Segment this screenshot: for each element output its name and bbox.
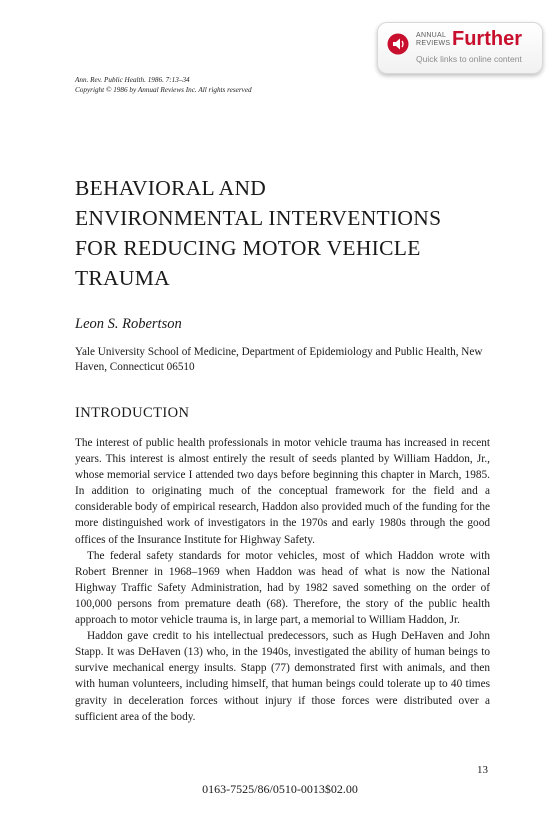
- author-name: Leon S. Robertson: [75, 316, 182, 332]
- article-title: [75, 173, 515, 293]
- copyright-line: Copyright © 1986 by Annual Reviews Inc. All rights reserved: [75, 86, 252, 94]
- paragraph: The interest of public health professionals in motor vehicle trauma has increased in recent years. This interest is almost entirely the result of seeds planted by William Haddon, Jr., whose memorial service I attended two days before beginning this chapter in March, 1985. In addition to originating much of the conceptual framework for the field and a considerable body of empirical research, Haddon also provided much of the funding for the more distinguished work of investigators in the 1970s and early 1980s through the good offices of the Insurance Institute for Highway Safety.: [75, 437, 490, 546]
- title-line-1: BEHAVIORAL AND: [75, 176, 267, 200]
- speaker-icon: [387, 33, 409, 55]
- footer-article-code: 0163-7525/86/0510-0013$02.00: [202, 782, 358, 796]
- section-heading: INTRODUCTION: [75, 405, 190, 421]
- article-body: [75, 435, 490, 725]
- banner-quick-links-text[interactable]: Quick links to online content: [416, 54, 522, 64]
- journal-citation: [75, 75, 252, 95]
- author-affiliation: Yale University School of Medicine, Department of Epidemiology and Public Health, New Haven, Connecticut 06510: [75, 346, 483, 373]
- page-number: 13: [477, 764, 488, 776]
- banner-reviews-text: REVIEWS: [416, 40, 451, 47]
- citation-line: Ann. Rev. Public Health. 1986. 7:13–34: [75, 76, 190, 84]
- banner-annual-text: ANNUAL: [416, 32, 447, 39]
- title-line-3: FOR REDUCING MOTOR VEHICLE: [75, 236, 421, 260]
- paragraph: The federal safety standards for motor vehicles, most of which Haddon wrote with Robert Brenner in 1968–1969 when Haddon was head of what is now the National Highway Traffic Safety Administration, had by 1982 saved something on the order of 100,000 persons from premature death (68). Therefore, the story of the public health approach to motor vehicle trauma is, in large part, a memorial to William Haddon, Jr.: [75, 549, 490, 627]
- banner-further-text: Further: [452, 28, 522, 50]
- paragraph: Haddon gave credit to his intellectual predecessors, such as Hugh DeHaven and John Stapp. It was DeHaven (13) who, in the 1940s, investigated the ability of human beings to survive mechanical energy insults. Stapp (77) demonstrated first with animals, and then with human volunteers, including himself, that human beings could tolerate up to 40 times gravity in deceleration forces without injury if those forces were distributed over a sufficient area of the body.: [75, 630, 490, 723]
- annual-reviews-further-banner[interactable]: [377, 22, 543, 74]
- annual-reviews-wordmark: [416, 32, 450, 48]
- title-line-2: ENVIRONMENTAL INTERVENTIONS: [75, 206, 442, 230]
- title-line-4: TRAUMA: [75, 266, 170, 290]
